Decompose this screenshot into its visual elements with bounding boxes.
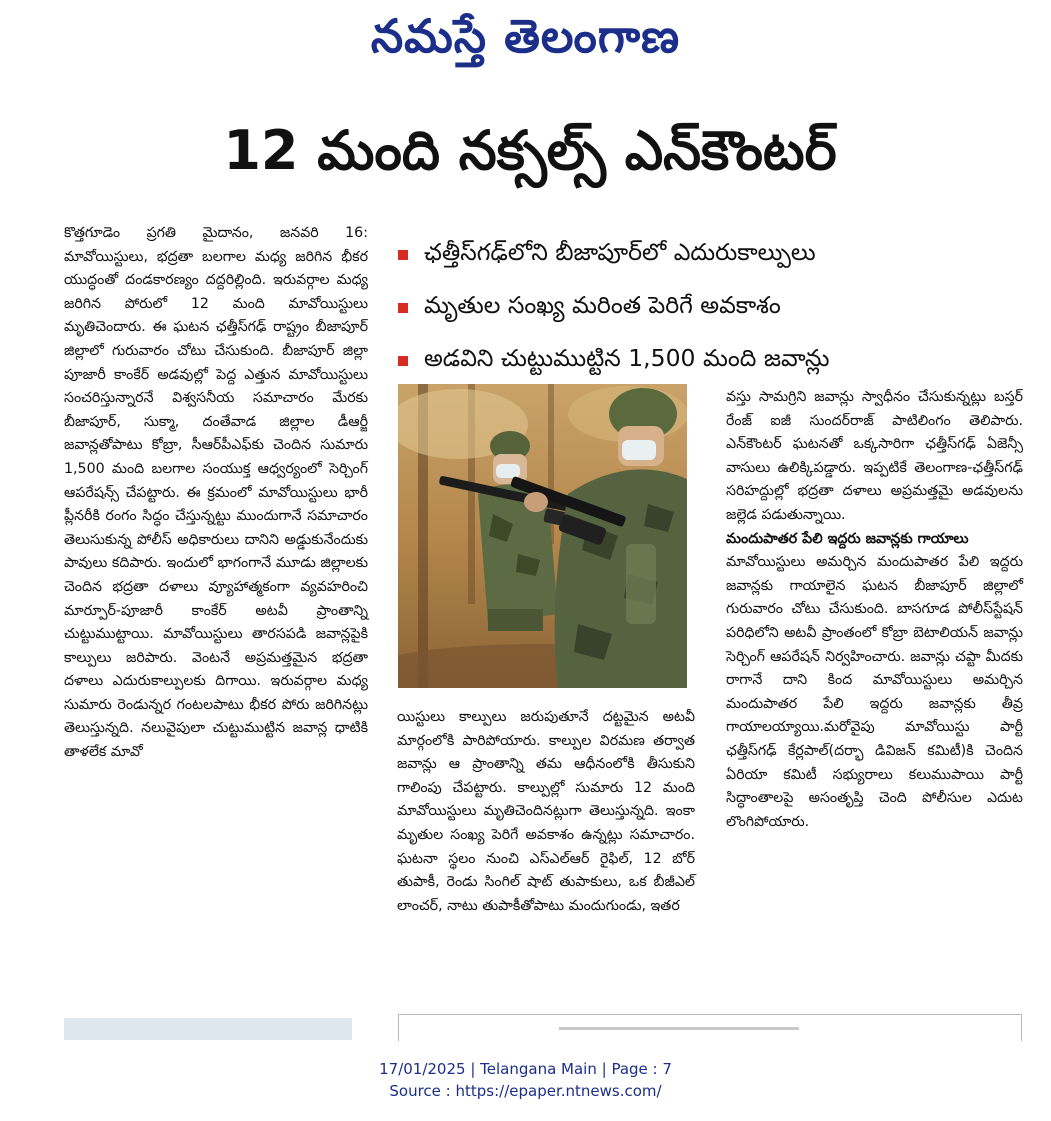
- bullet-text: మృతుల సంఖ్య మరింత పెరిగే అవకాశం: [424, 290, 781, 319]
- headline: 12 మంది నక్సల్స్ ఎన్‌కౌంటర్: [223, 119, 837, 182]
- bullet-text: ఛత్తీస్‌గఢ్‌లోని బీజాపూర్‌లో ఎదురుకాల్పులు: [424, 237, 816, 266]
- next-article-heading-fragment: [559, 1027, 799, 1030]
- next-article-box: [398, 1014, 1022, 1041]
- footer-date-page: 17/01/2025 | Telangana Main | Page : 7: [379, 1060, 672, 1078]
- bullet-list: [398, 228, 1028, 387]
- bullet-square-icon: [398, 356, 408, 366]
- middle-column-text: యిస్టులు కాల్పులు జరుపుతూనే దట్టమైన అటవీ మార్గంలోకి పారిపోయారు. కాల్పుల విరమణ తర్వాత జవాన్లు ఆ ప్రాంతాన్ని తమ ఆధీనంలోకి తీసుకుని గాలింపు చేపట్టారు. కాల్పుల్లో సుమారు 12 మంది మావోయిస్టులు మృతిచెందినట్లుగా తెలుస్తున్నది. ఇంకా మృతుల సంఖ్య పెరిగే అవకాశం ఉన్నట్లు సమాచారం. ఘటనా స్థలం నుంచి ఎస్‌ఎల్ఆర్ రైఫిల్, 12 బోర్ తుపాకీ, రెండు సింగిల్ షాట్ తుపాకులు, ఒక బీజీఎల్ లాంచర్, నాటు తుపాకీతోపాటు మందుగుండు, ఇతర: [397, 709, 695, 914]
- right-column-para-1: వస్తు సామగ్రిని జవాన్లు స్వాధీనం చేసుకున్నట్లు బస్తర్ రేంజ్ ఐజీ సుందర్‌రాజ్ పాటిలింగం తెలిపారు. ఎన్‌కౌంటర్ ఘటనతో ఒక్కసారిగా ఛత్తీస్‌గఢ్ ఏజెన్సీ వాసులు ఉలిక్కిపడ్డారు. ఇప్పటికే తెలంగాణ-ఛత్తీస్‌గఢ్ సరిహద్దుల్లో భద్రతా దళాలు అప్రమత్తమై అడవులను జల్లెడ పడుతున్నాయి.: [726, 389, 1023, 523]
- bullet-square-icon: [398, 250, 408, 260]
- bullet-item: [398, 228, 1028, 281]
- bullet-square-icon: [398, 303, 408, 313]
- bullet-item: [398, 281, 1028, 334]
- middle-column: [397, 706, 695, 918]
- footer-source: Source : https://epaper.ntnews.com/: [389, 1082, 662, 1100]
- left-column-text: కొత్తగూడెం ప్రగతి మైదానం, జనవరి 16: మావోయిస్టులు, భద్రతా బలగాల మధ్య జరిగిన భీకర యుద్ధంతో దండకారణ్యం దద్దరిల్లింది. ఇరువర్గాల మధ్య జరిగిన పోరులో 12 మంది మావోయిస్టులు మృతిచెందారు. ఈ ఘటన ఛత్తీస్‌గఢ్ రాష్ట్రం బీజాపూర్ జిల్లాలో గురువారం చోటు చేసుకుంది. బీజాపూర్ జిల్లా పూజారీ కాంకేర్ అడవుల్లో పెద్ద ఎత్తున మావోయిస్టులు సంచరిస్తున్నారనే విశ్వసనీయ సమాచారం మేరకు బీజాపూర్, సుక్మా, దంతేవాడ జిల్లాల డీఆర్జీ జవాన్లతోపాటు కోబ్రా, సీఆర్‌పీఎఫ్‌కు చెందిన సుమారు 1,500 మంది బలగాల సంయుక్త ఆధ్వర్యంలో సెర్చింగ్ ఆపరేషన్స్ చేపట్టారు. ఈ క్రమంలో మావోయిస్టులు భారీ ప్లీనరీకి రంగం సిద్ధం చేస్తున్నట్టు ముందుగానే సమాచారం తెలుసుకున్న పోలీస్ అధికారులు దానిని అడ్డుకునేందుకు పావులు కదిపారు. ఇందులో భాగంగానే మూడు జిల్లాలకు చెందిన భద్రతా దళాలు వ్యూహాత్మకంగా వ్యవహరించి మార్పూర్-పూజారీ కాంకేర్ అటవీ ప్రాంతాన్ని చుట్టుముట్టాయి. మావోయిస్టులు తారసపడి జవాన్లపైకి కాల్పులు జరిపారు. వెంటనే అప్రమత్తమైన భద్రతా దళాలు ఎదురుకాల్పులకు దిగాయి. ఇరువర్గాల మధ్య సుమారు రెండున్నర గంటలపాటు భీకర పోరు జరిగినట్లు తెలుస్తున్నది. నలువైపులా చుట్టుముట్టిన జవాన్ల ధాటికి తాళలేక మావో: [64, 225, 368, 761]
- masthead: నమస్తే తెలంగాణ: [370, 9, 681, 63]
- next-article-snippet-left: [64, 1018, 352, 1040]
- news-photo: [398, 384, 687, 688]
- right-column-subhead: మందుపాతర పేలి ఇద్దరు జవాన్లకు గాయాలు: [726, 530, 969, 547]
- bullet-item: [398, 334, 1028, 387]
- bullet-text: అడవిని చుట్టుముట్టిన 1,500 మంది జవాన్లు: [424, 343, 830, 372]
- left-column: [64, 222, 368, 765]
- right-column-para-2: మావోయిస్టులు అమర్చిన మందుపాతర పేలి ఇద్దరు జవాన్లకు గాయాలైన ఘటన బీజాపూర్ జిల్లాలో గురువారం చోటు చేసుకుంది. బాసగూడ పోలీస్‌స్టేషన్ పరిధిలోని అటవీ ప్రాంతంలో కోబ్రా బెటాలియన్ జవాన్లు సెర్చింగ్ ఆపరేషన్ నిర్వహించారు. జవాన్లు చప్టా మీదకు రాగానే దాని కింద మావోయిస్టులు అమర్చిన మందుపాతర పేలి ఇద్దరు జవాన్లకు తీవ్ర గాయాలయ్యాయి.మరోవైపు మావోయిస్టు పార్టీ ఛత్తీస్‌గఢ్ కేర్లపాల్(దర్భా డివిజన్ కమిటీ)కి చెందిన ఏరియా కమిటీ సభ్యురాలు కలుముపాయి పార్టీ సిద్ధాంతాలపై అసంతృప్తి చెంది పోలీసుల ఎదుట లొంగిపోయారు.: [726, 554, 1023, 830]
- right-column: [726, 386, 1023, 834]
- soldiers-photo-illustration: [398, 384, 687, 688]
